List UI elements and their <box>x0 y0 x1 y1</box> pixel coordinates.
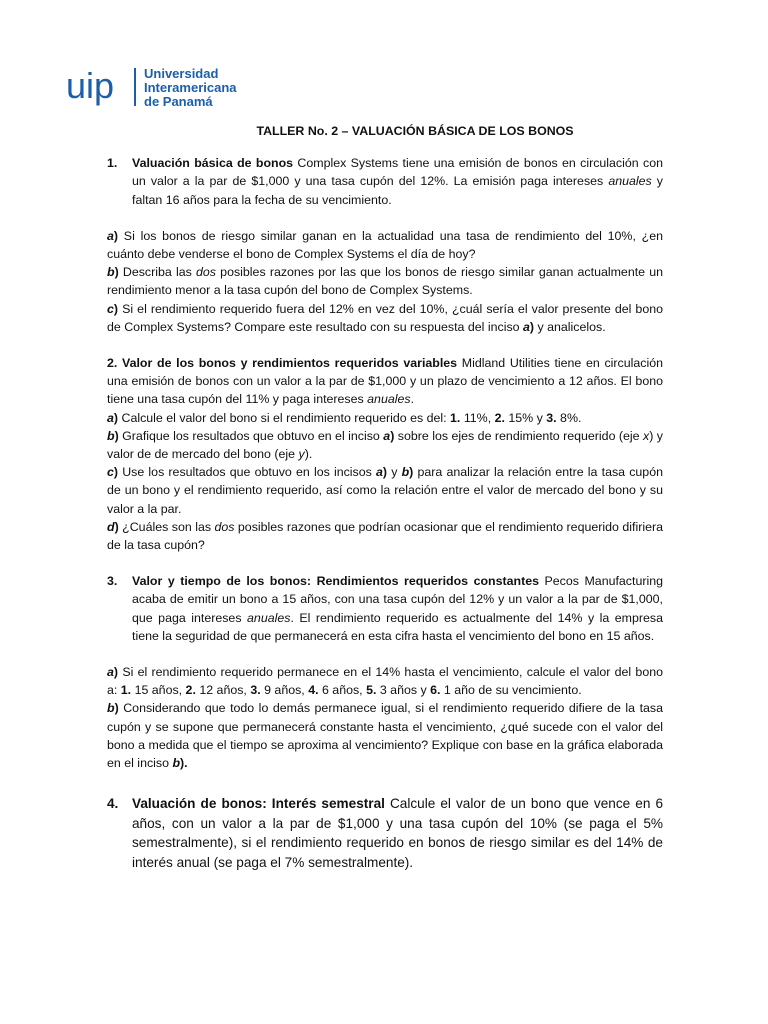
question-2-part-b-ref: a <box>383 428 391 443</box>
question-2-part-b-text-1: Grafique los resultados que obtuvo en el inciso <box>118 428 384 443</box>
question-2-text-2: . <box>410 392 415 407</box>
option-value: 15% y <box>504 410 547 425</box>
uip-wordmark: uip <box>66 65 115 106</box>
option-value: 12 años, <box>195 683 251 698</box>
question-2-italic: anuales <box>367 392 411 407</box>
question-3-part-a: a) Si el rendimiento requerido permanece en el 14% hasta el vencimiento, calcule el valor del bono a: 1. 15 años, 2. 12 años, 3. 9 años, 4. 6 años, 5. 3 años y 6. 1 año de su vencimiento. <box>107 665 663 698</box>
question-3-text-2: . El rendimiento requerido es actualmente del 14% y la empresa tiene la seguridad de que permanecerá en esta cifra hasta el vencimiento del bono en 15 años. <box>132 610 663 643</box>
question-1-text-2: y faltan 16 años para la fecha de su vencimiento. <box>132 174 663 207</box>
question-1-heading: Valuación básica de bonos <box>132 156 294 171</box>
university-name <box>144 67 237 109</box>
question-2-part-c-ref-b: b <box>401 465 410 480</box>
question-2-part-d-text-1: ¿Cuáles son las <box>118 519 215 534</box>
question-2-part-c-text-3: para analizar la relación entre la tasa cupón de un bono y el rendimiento requerido, así como la relación entre el valor de mercado del bono y su valor a la par. <box>107 465 663 516</box>
option-number: 4. <box>308 683 319 698</box>
question-1-part-a-text: Si los bonos de riesgo similar ganan en la actualidad una tasa de rendimiento del 10%, ¿en cuánto debe venderse el bono de Complex Systems el día de hoy? <box>107 228 663 262</box>
question-1-part-c-text-2: y analicelos. <box>534 319 606 334</box>
question-3-part-b-text-1: Considerando que todo lo demás permanece igual, si el rendimiento requerido difiere de la tasa cupón y se supone que permanecerá constante hasta el vencimiento, ¿qué sucede con el valor del bono a medida que el tiempo se aproxima al vencimiento? Explique con base en la gráfica elaborada en el inciso <box>107 701 663 771</box>
part-a-label: a <box>107 665 114 680</box>
part-c-label: c <box>107 301 114 316</box>
question-3-part-b: b) Considerando que todo lo demás permanece igual, si el rendimiento requerido difiere de la tasa cupón y se supone que permanecerá constante hasta el vencimiento, ¿qué sucede con el valor del bono a medida que el tiempo se aproxima al vencimiento? Explique con base en la gráfica elaborada en el inciso b). <box>107 701 663 771</box>
question-1-italic: anuales <box>608 174 652 189</box>
option-value: 11%, <box>460 410 495 425</box>
question-2-part-a-text: Calcule el valor del bono si el rendimiento requerido es del: <box>118 410 451 425</box>
question-2-part-b-text-4: ). <box>304 447 313 462</box>
part-b-label: b <box>107 701 115 716</box>
axis-x-label: x <box>643 428 650 443</box>
option-value: 3 años y <box>376 683 431 698</box>
question-4-heading: Valuación de bonos: Interés semestral <box>132 796 385 812</box>
question-2-part-c-text-2: y <box>387 465 402 480</box>
question-4-number: 4. <box>107 796 119 812</box>
option-number: 1. <box>450 410 461 425</box>
option-value: 9 años, <box>260 683 309 698</box>
logo-divider <box>134 68 136 106</box>
question-2-part-b-text-2: sobre los ejes de rendimiento requerido (eje <box>394 428 644 443</box>
question-2-heading: 2. Valor de los bonos y rendimientos requeridos variables <box>107 356 458 371</box>
option-value: 15 años, <box>131 683 186 698</box>
part-a-label: a <box>107 410 114 425</box>
question-2-part-c-text-1: Use los resultados que obtuvo en los incisos <box>118 465 376 480</box>
question-1-part-b: b) Describa las dos posibles razones por las que los bonos de riesgo similar ganan actualmente un rendimiento menor a la tasa cupón del bono de Complex Systems. <box>107 265 664 298</box>
part-c-label: c <box>107 465 114 480</box>
question-1-part-c-text-1: Si el rendimiento requerido fuera del 12% en vez del 10%, ¿cuál sería el valor presente del bono de Complex Systems? Compare este resultado con su respuesta del inciso <box>107 301 663 334</box>
question-2-text-1: Midland Utilities tiene en circulación una emisión de bonos con un valor a la par de $1,000 y un plazo de vencimiento a 12 años. El bono tiene una tasa cupón del 11% y paga intereses <box>107 356 663 407</box>
question-1-number: 1. <box>107 156 118 171</box>
question-2-part-b: b) Grafique los resultados que obtuvo en el inciso a) sobre los ejes de rendimiento requerido (eje x) y valor de de mercado del bono (eje y). <box>107 428 664 462</box>
option-value: 6 años, <box>318 683 367 698</box>
option-number: 3. <box>250 683 261 698</box>
question-3-italic: anuales <box>247 610 291 625</box>
part-d-label: d <box>107 519 115 534</box>
question-3-number: 3. <box>107 574 118 589</box>
option-number: 3. <box>546 410 557 425</box>
question-3-part-b-ref: b <box>172 756 181 771</box>
option-number: 2. <box>185 683 196 698</box>
question-2-part-d: d) ¿Cuáles son las dos posibles razones que podrían ocasionar que el rendimiento requerido difiriera de la tasa cupón? <box>107 519 663 553</box>
question-2 <box>107 354 663 409</box>
option-value: 8%. <box>556 410 582 425</box>
document-body <box>107 122 663 873</box>
question-1-part-b-text-1: Describa las <box>118 265 197 280</box>
question-3-text-1: Pecos Manufacturing acaba de emitir un bono a 15 años, con una tasa cupón del 12% y un valor a la par de $1,000, que paga intereses <box>132 574 663 625</box>
question-1-part-b-italic: dos <box>196 265 216 280</box>
university-name-line1: Universidad <box>144 66 219 81</box>
question-1-part-c: c) Si el rendimiento requerido fuera del 12% en vez del 10%, ¿cuál sería el valor presente del bono de Complex Systems? Compare este resultado con su respuesta del inciso a) y analicelos. <box>107 301 663 334</box>
question-4-text: Calcule el valor de un bono que vence en 6 años, con un valor a la par de $1,000 y una tasa cupón del 10% (se paga el 5% semestralmente), si el rendimiento requerido en bonos de riesgo similar es del 14% de interés anual (se paga el 7% semestralmente). <box>132 796 663 871</box>
question-3-part-b-text-2: ). <box>180 756 188 771</box>
question-1-part-c-ref: a <box>522 319 530 334</box>
axis-y-label: y <box>298 447 305 462</box>
question-4 <box>107 794 663 872</box>
question-1-part-a: a) Si los bonos de riesgo similar ganan en la actualidad una tasa de rendimiento del 10%, ¿en cuánto debe venderse el bono de Complex Systems el día de hoy? <box>107 228 663 262</box>
question-2-part-c-ref-a: a <box>376 465 383 480</box>
question-1-part-b-text-2: posibles razones por las que los bonos de riesgo similar ganan actualmente un rendimiento menor a la tasa cupón del bono de Complex Systems. <box>107 265 664 298</box>
part-b-label: b <box>107 428 115 443</box>
question-2-part-a: a) Calcule el valor del bono si el rendimiento requerido es del: 1. 11%, 2. 15% y 3. 8%. <box>107 410 582 425</box>
university-name-line2: Interamericana <box>144 80 237 95</box>
question-3-heading: Valor y tiempo de los bonos: Rendimientos requeridos constantes <box>132 574 539 589</box>
question-3 <box>107 572 663 645</box>
question-1-text-1: Complex Systems tiene una emisión de bonos en circulación con un valor a la par de $1,000 y una tasa cupón del 12%. La emisión paga intereses <box>132 156 663 189</box>
document-title: TALLER No. 2 – VALUACIÓN BÁSICA DE LOS BONOS <box>256 124 574 138</box>
option-number: 6. <box>430 683 441 698</box>
option-value: 1 año de su vencimiento. <box>440 683 582 698</box>
question-3-part-a-text: Si el rendimiento requerido permanece en el 14% hasta el vencimiento, calcule el valor del bono a: <box>107 665 663 698</box>
question-2-part-c: c) Use los resultados que obtuvo en los incisos a) y b) para analizar la relación entre la tasa cupón de un bono y el rendimiento requerido, así como la relación entre el valor de mercado del bono y su valor a la par. <box>107 465 663 516</box>
question-2-part-d-text-2: posibles razones que podrían ocasionar que el rendimiento requerido difiriera de la tasa cupón? <box>107 519 663 553</box>
university-logo <box>66 64 266 112</box>
option-number: 1. <box>120 683 132 698</box>
question-2-part-d-italic: dos <box>214 519 235 534</box>
part-a-label: a <box>107 228 114 243</box>
part-b-label: b <box>107 265 115 280</box>
question-1 <box>107 154 663 209</box>
option-number: 5. <box>366 683 377 698</box>
university-name-line3: de Panamá <box>144 94 213 109</box>
option-number: 2. <box>494 410 505 425</box>
uip-logo-mark <box>66 64 142 110</box>
question-2-part-b-text-3: ) y valor de de mercado del bono (eje <box>107 428 664 462</box>
